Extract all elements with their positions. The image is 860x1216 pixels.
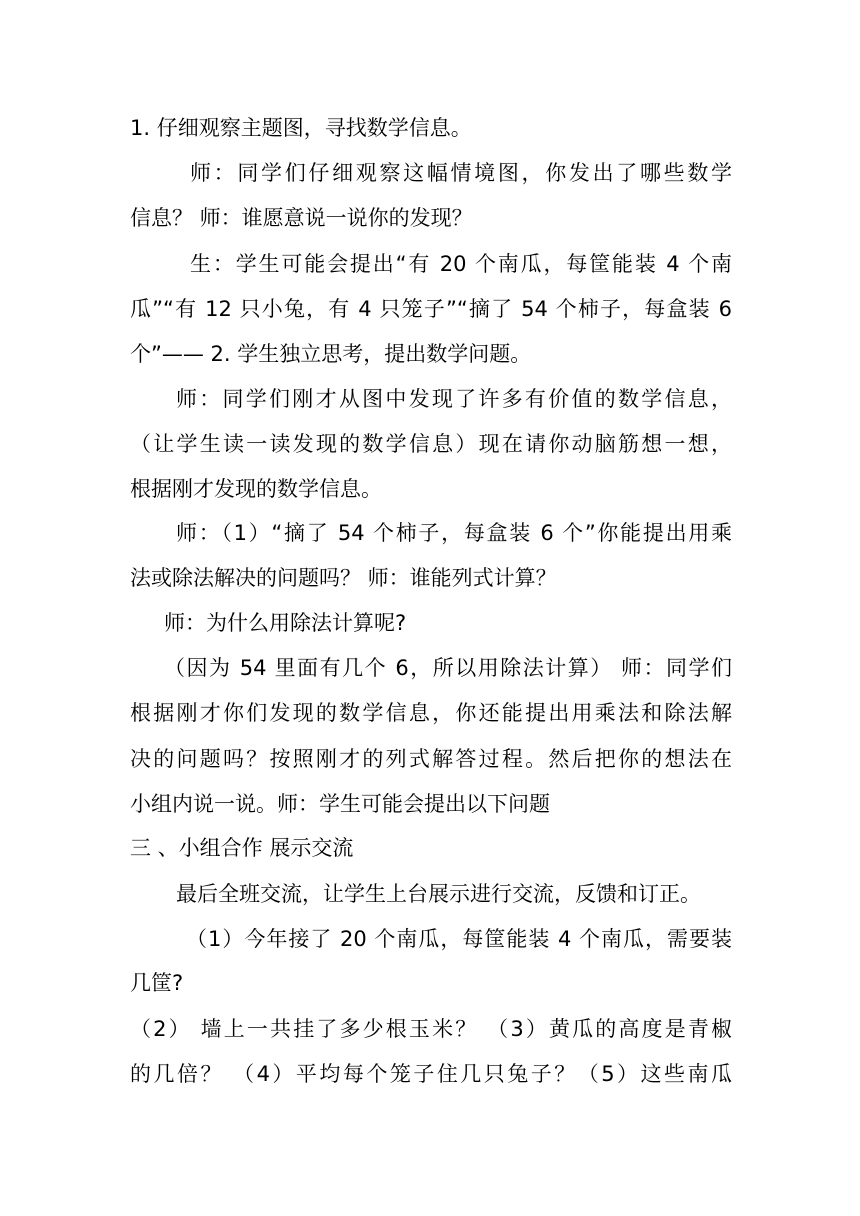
questions-2-3: （2） 墙上一共挂了多少根玉米？ （3）黄瓜的高度是青椒 <box>130 1017 732 1041</box>
paragraph-line: 小组内说一说。师：学生可能会提出以下问题 <box>130 792 550 816</box>
paragraph-line: 根据刚才发现的数学信息。 <box>130 477 382 501</box>
paragraph-line: 根据刚才你们发现的数学信息，你还能提出用乘法和除法解 <box>130 701 732 725</box>
paragraph-line: （让学生读一读发现的数学信息）现在请你动脑筋想一想， <box>130 432 732 456</box>
paragraph-line: 师：同学们仔细观察这幅情境图，你发出了哪些数学 <box>190 161 732 185</box>
paragraph-line: 生：学生可能会提出“有 20 个南瓜，每筐能装 4 个南 <box>190 252 732 276</box>
paragraph-line: 最后全班交流，让学生上台展示进行交流，反馈和订正。 <box>176 882 701 906</box>
questions-3-5: 的几倍？ （4）平均每个笼子住几只兔子？（5）这些南瓜 <box>130 1062 732 1086</box>
paragraph-line: 法或除法解决的问题吗？ 师：谁能列式计算？ <box>130 566 557 590</box>
paragraph-line: 瓜”“有 12 只小兔，有 4 只笼子”“摘了 54 个柿子，每盒装 6 <box>130 297 732 321</box>
paragraph-line: （因为 54 里面有几个 6，所以用除法计算） 师：同学们 <box>164 656 732 680</box>
section-heading-group-cooperation: 三 、小组合作 展示交流 <box>130 836 354 860</box>
paragraph-line: 决的问题吗？按照刚才的列式解答过程。然后把你的想法在 <box>130 747 732 771</box>
question-1-continued: 几筐? <box>130 971 184 995</box>
heading-observe-theme-image: 1. 仔细观察主题图，寻找数学信息。 <box>130 116 472 140</box>
paragraph-line: 信息？ 师：谁愿意说一说你的发现？ <box>130 206 473 230</box>
paragraph-line: 师：同学们刚才从图中发现了许多有价值的数学信息， <box>176 387 732 411</box>
paragraph-line: 师：为什么用除法计算呢? <box>164 611 407 635</box>
paragraph-line: 个”—— 2. 学生独立思考，提出数学问题。 <box>130 342 532 366</box>
paragraph-line: 师：（1）“摘了 54 个柿子，每盒装 6 个”你能提出用乘 <box>176 521 732 545</box>
question-1: （1）今年接了 20 个南瓜，每筐能装 4 个南瓜，需要装 <box>186 927 732 951</box>
